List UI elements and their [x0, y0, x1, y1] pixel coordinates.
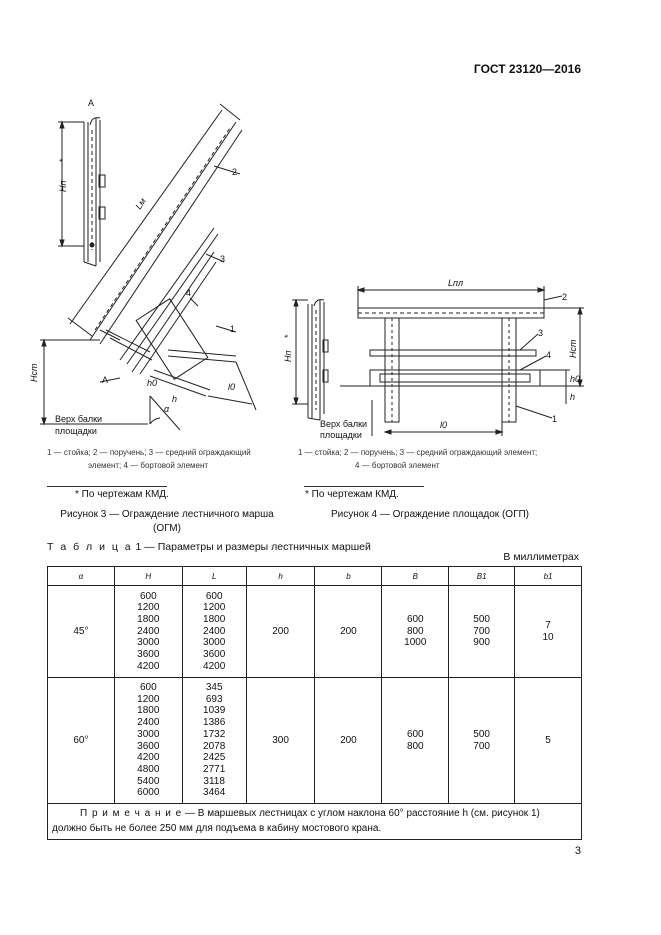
table-prefix: Т а б л и ц а: [47, 541, 133, 553]
note-text: — В маршевых лестницах с углом наклона 60° расстояние h (см. рисунок 1) должно быть не более 250 мм для подъема в кабину мостового крана.: [52, 808, 540, 834]
fig4-hp-star: *: [283, 334, 293, 338]
fig4-beam-label-2: площадки: [320, 430, 362, 440]
table-row: [48, 586, 582, 678]
fig3-title-line-1: Рисунок 3 — Ограждение лестничного марша: [60, 509, 274, 520]
fig3-alpha-label: α: [164, 404, 170, 414]
fig4-footnote: * По чертежам КМД.: [305, 489, 399, 500]
fig4-legend-line-2: 4 — бортовой элемент: [355, 461, 440, 470]
fig3-hcr-label: Hст: [29, 363, 39, 382]
note-prefix: П р и м е ч а н и е: [80, 808, 183, 819]
fig4-callout-4: 4: [546, 350, 552, 360]
table-title-text: 1 — Параметры и размеры лестничных маршей: [132, 541, 371, 553]
cell-H: 600 1200 1800 2400 3000 3600 4200: [114, 586, 182, 678]
cell-L: 600 1200 1800 2400 3000 3600 4200: [182, 586, 246, 678]
cell-B1: 500 700 900: [449, 586, 515, 678]
fig4-callout-3: 3: [538, 328, 544, 338]
fig3-callout-2: 2: [232, 167, 238, 177]
fig4-hp-label: Hп: [283, 350, 293, 362]
fig3-h-label: h: [172, 394, 178, 404]
fig3-title-line-2: (ОГМ): [153, 523, 181, 534]
fig4-callout-1: 1: [552, 414, 558, 424]
fig4-hcr-label: Hст: [568, 339, 578, 358]
header-alpha: α: [48, 567, 115, 586]
fig4-h0-label: h0: [570, 374, 581, 384]
cell-h: 300: [246, 678, 315, 804]
fig3-h0-label: h0: [147, 378, 158, 388]
fig4-lpl-label: Lпл: [448, 278, 464, 288]
parameters-table: [47, 566, 582, 840]
fig4-callout-2: 2: [562, 292, 568, 302]
header-B: B: [382, 567, 449, 586]
fig3-legend: [47, 446, 251, 472]
fig4-beam-label-1: Верх балки: [320, 419, 368, 429]
cell-H: 600 1200 1800 2400 3000 3600 4200 4800 5400 6000: [114, 678, 182, 804]
fig3-lm-dimension: [70, 110, 222, 324]
cell-h: 200: [246, 586, 315, 678]
cell-L: 345 693 1039 1386 1732 2078 2425 2771 3118 3464: [182, 678, 246, 804]
standard-number: ГОСТ 23120—2016: [473, 62, 581, 76]
fig3-legend-line-1: 1 — стойка; 2 — поручень; 3 — средний ограждающий: [47, 448, 251, 457]
fig4-platform-rail: [358, 308, 544, 422]
table-header-row: [48, 567, 582, 586]
header-b: b: [315, 567, 382, 586]
cell-b: 200: [315, 678, 382, 804]
fig3-legend-line-2: элемент; 4 — бортовой элемент: [88, 461, 209, 470]
cell-B: 600 800 1000: [382, 586, 449, 678]
header-H: H: [114, 567, 182, 586]
header-L: L: [182, 567, 246, 586]
fig3-view-label: A: [88, 98, 95, 108]
table-title: [47, 541, 371, 553]
fig3-view-a-rail: [84, 118, 105, 266]
header-b1: b1: [515, 567, 582, 586]
table-note-row: [48, 804, 582, 840]
fig3-hp-star: *: [58, 158, 68, 162]
fig3-footnote: * По чертежам КМД.: [75, 489, 169, 500]
fig3-footnote-rule: [47, 486, 167, 487]
cell-alpha: 60°: [48, 678, 115, 804]
fig4-footnote-rule: [304, 486, 424, 487]
table-unit: В миллиметрах: [503, 551, 579, 563]
fig3-beam-label-2: площадки: [55, 426, 97, 436]
fig4-h-label: h: [570, 392, 576, 402]
fig3-l0-dimension: [208, 396, 252, 404]
table-row: [48, 678, 582, 804]
header-B1: B1: [449, 567, 515, 586]
fig4-l0-label: l0: [440, 420, 448, 430]
fig4-title: Рисунок 4 — Ограждение площадок (ОГП): [331, 509, 529, 520]
header-h: h: [246, 567, 315, 586]
fig3-callout-3: 3: [220, 254, 226, 264]
cell-B: 600 800: [382, 678, 449, 804]
cell-B1: 500 700: [449, 678, 515, 804]
cell-b1: 7 10: [515, 586, 582, 678]
fig3-beam-label-1: Верх балки: [55, 414, 103, 424]
cell-b: 200: [315, 586, 382, 678]
page-number: 3: [574, 845, 581, 857]
fig3-arrow-label: A: [102, 375, 109, 385]
fig3-callout-1: 1: [230, 324, 236, 334]
fig4-side-rail: [308, 300, 328, 420]
fig3-callout-4: 4: [186, 288, 192, 298]
fig3-hp-label: Hп: [58, 180, 68, 192]
cell-b1: 5: [515, 678, 582, 804]
fig3-lm-label: Lм: [133, 196, 148, 212]
fig3-l0-label: l0: [228, 382, 236, 392]
fig4-legend-line-1: 1 — стойка; 2 — поручень; 3 — средний ограждающий элемент;: [298, 448, 538, 457]
fig3-title: [47, 508, 287, 536]
fig4-legend: [298, 446, 537, 472]
cell-alpha: 45°: [48, 586, 115, 678]
table-note: [48, 804, 582, 840]
